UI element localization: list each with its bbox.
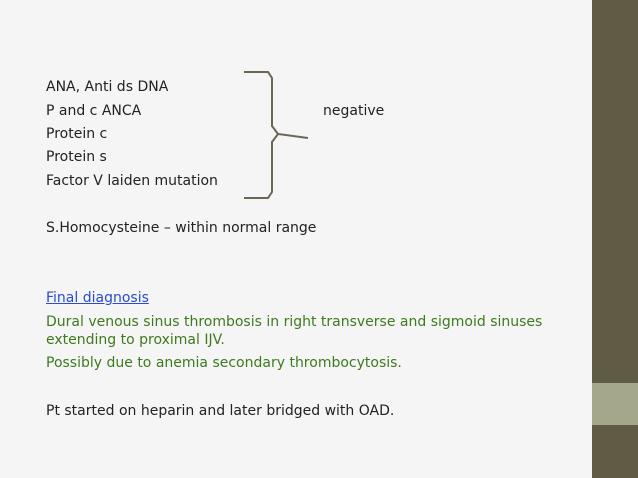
test-protein-c: Protein c [46, 126, 108, 142]
diagnosis-text: Dural venous sinus thrombosis in right transverse and sigmoid sinuses extending to proximal IJV. [46, 314, 543, 348]
negative-result: negative [323, 103, 385, 119]
final-diagnosis-link[interactable]: Final diagnosis [46, 290, 149, 306]
possible-cause: Possibly due to anemia secondary thrombocytosis. [46, 355, 402, 371]
homocysteine-result: S.Homocysteine – within normal range [46, 220, 317, 236]
right-brace [238, 68, 308, 204]
treatment-text: Pt started on heparin and later bridged with OAD. [46, 403, 395, 419]
test-anca: P and c ANCA [46, 103, 142, 119]
test-protein-s: Protein s [46, 149, 107, 165]
sidebar-accent-block [592, 383, 638, 425]
test-ana: ANA, Anti ds DNA [46, 79, 169, 95]
test-factor-v: Factor V laiden mutation [46, 173, 218, 189]
